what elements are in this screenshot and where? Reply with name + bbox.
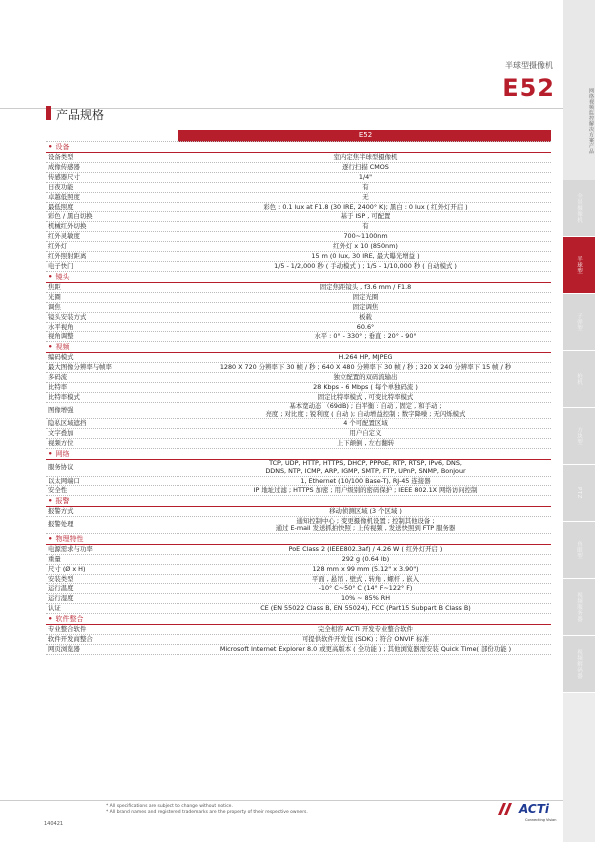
spec-label: 卓越低照度	[46, 192, 178, 202]
spec-label: 运行温度	[46, 584, 178, 594]
spec-value: PoE Class 2 (IEEE802.3af) / 4.26 W ( 红外灯开启 )	[288, 544, 443, 553]
spec-label: 最低照度	[46, 202, 178, 212]
spec-row	[46, 517, 551, 534]
footer-divider	[0, 800, 563, 801]
spec-value: DDNS, NTP, ICMP, ARP, IGMP, SMTP, FTP, UPnP, SNMP, Bonjour	[265, 466, 466, 475]
sidebar-section-tab[interactable]: 视频解码器	[563, 636, 595, 693]
spec-value: H.264 HP, MJPEG	[338, 353, 393, 362]
spec-value: 1/4"	[358, 172, 373, 181]
sidebar-section-tab[interactable]: 视频服务器	[563, 579, 595, 636]
spec-value-cell	[178, 353, 551, 363]
spec-label: 镜头安装方式	[46, 312, 178, 322]
spec-value-cell	[178, 212, 551, 222]
spec-value-cell	[178, 486, 551, 496]
spec-value: 4 个可配置区域	[343, 419, 388, 428]
sidebar-section-tab[interactable]: 全景摄像机	[563, 180, 595, 237]
spec-row	[46, 594, 551, 604]
spec-row	[46, 363, 551, 373]
spec-value: 1, Ethernet (10/100 Base-T), RJ-45 连接器	[300, 476, 431, 485]
spec-row	[46, 242, 551, 252]
spec-label: 运行湿度	[46, 594, 178, 604]
spec-value: 固定调焦	[352, 302, 379, 311]
spec-value: 1280 X 720 分辨率下 30 帧 / 秒 ; 640 X 480 分辨率下 30 帧 / 秒 ; 320 X 240 分辨率下 15 帧 / 秒	[219, 363, 512, 372]
spec-label: 安全性	[46, 486, 178, 496]
spec-row	[46, 507, 551, 517]
sidebar-section-tab[interactable]: 子弹型	[563, 294, 595, 351]
spec-row	[46, 282, 551, 292]
logo-wordmark: ACTi	[519, 802, 550, 816]
spec-value-cell	[178, 222, 551, 232]
spec-value-cell	[178, 153, 551, 163]
spec-row	[46, 222, 551, 232]
spec-value-cell	[178, 584, 551, 594]
document-number: 140421	[44, 821, 64, 827]
spec-row	[46, 419, 551, 429]
spec-label: 视频方位	[46, 439, 178, 449]
spec-label: 光圈	[46, 292, 178, 302]
spec-value: 红外灯 x 10 (850nm)	[333, 242, 398, 251]
spec-value: 上下颠倒 , 左右翻转	[336, 439, 395, 448]
spec-value: 固定焦距镜头 , f3.6 mm / F1.8	[319, 282, 412, 291]
spec-label: 水平视角	[46, 322, 178, 332]
bullet-icon: •	[48, 272, 53, 281]
spec-value-cell	[178, 292, 551, 302]
spec-value: 固定光圈	[352, 292, 379, 301]
spec-value-cell	[178, 252, 551, 262]
spec-label: 机械红外切换	[46, 222, 178, 232]
product-subtitle: 半球型摄像机	[505, 61, 553, 70]
spec-row	[46, 302, 551, 312]
spec-row	[46, 261, 551, 271]
spec-group-title: 软件整合	[55, 615, 84, 624]
spec-row	[46, 383, 551, 393]
section-title: 产品规格	[56, 108, 105, 122]
spec-label: 传感器尺寸	[46, 172, 178, 182]
spec-value: 用户自定义	[349, 429, 382, 438]
spec-group-title: 物理特性	[55, 534, 84, 543]
spec-value-cell	[178, 312, 551, 322]
spec-row	[46, 153, 551, 163]
spec-value-cell	[178, 363, 551, 373]
sidebar-section-tab[interactable]: 半球型	[563, 237, 595, 294]
spec-value: 室内定焦半球型摄像机	[333, 153, 398, 161]
spec-value-cell	[178, 182, 551, 192]
spec-value: 亮度 ; 对比度 ; 锐利度 ( 自动 ); 自动增益控制 ; 数字降噪 ; 无闪烁模式	[265, 409, 466, 418]
spec-row	[46, 554, 551, 564]
spec-value-cell	[178, 392, 551, 402]
spec-value: 10% ~ 85% RH	[340, 594, 391, 603]
spec-value: Microsoft Internet Explorer 8.0 或更高版本 ( 全功能 ) ; 其他浏览器需安装 Quick Time( 部份功能 )	[219, 644, 512, 653]
spec-label: 成像传感器	[46, 162, 178, 172]
spec-group-title: 网络	[55, 450, 70, 459]
spec-value: 彩色 : 0.1 lux at F1.8 (30 IRE, 2400° K); 黑白 : 0 lux ( 红外灯开启 )	[263, 202, 468, 211]
spec-label: 专业整合软件	[46, 625, 178, 635]
spec-value-cell	[178, 476, 551, 486]
spec-row	[46, 322, 551, 332]
spec-row	[46, 544, 551, 554]
spec-label: 彩色 / 黑白切换	[46, 212, 178, 222]
spec-value: 移动侦测区域 (3 个区域 )	[329, 507, 402, 516]
spec-value: 板载	[359, 312, 372, 321]
spec-label: 网页浏览器	[46, 644, 178, 654]
bullet-icon: •	[48, 343, 53, 352]
footer-note: * All specifications are subject to change without notice.	[106, 804, 233, 809]
spec-value-cell	[178, 232, 551, 242]
spec-group-header	[46, 271, 551, 282]
spec-value: 通过 E-mail 发送抓拍快照 ; 上传视频 , 发送快照到 FTP 服务器	[275, 524, 456, 533]
spec-value-cell	[178, 242, 551, 252]
spec-value: 15 m (0 lux, 30 IRE, 最大曝光增益 )	[311, 252, 420, 261]
spec-label: 以太网端口	[46, 476, 178, 486]
spec-value: 逐行扫描 CMOS	[342, 162, 389, 171]
spec-group-header	[46, 342, 551, 353]
spec-label: 图像增强	[46, 402, 178, 419]
spec-label: 认证	[46, 604, 178, 614]
spec-value-cell	[178, 419, 551, 429]
spec-label: 电子快门	[46, 261, 178, 271]
spec-value: 无	[362, 192, 369, 201]
spec-row	[46, 172, 551, 182]
spec-value-cell	[178, 625, 551, 635]
spec-table-header	[46, 130, 551, 142]
spec-value-cell	[178, 373, 551, 383]
spec-label: 红外灵敏度	[46, 232, 178, 242]
spec-row	[46, 332, 551, 342]
spec-value: 60.6°	[356, 322, 375, 331]
spec-value: 700~1100nm	[343, 232, 388, 241]
bullet-icon: •	[48, 143, 53, 151]
spec-label: 视角调整	[46, 332, 178, 342]
footer-notes	[106, 804, 308, 816]
spec-label: 调焦	[46, 302, 178, 312]
spec-value: 完全相容 ACTi 开发专业整合软件	[318, 625, 413, 634]
spec-label: 红外灯	[46, 242, 178, 252]
acti-logo-icon	[496, 802, 516, 816]
spec-value-cell	[178, 635, 551, 645]
bullet-icon: •	[48, 534, 53, 543]
spec-label: 比特率	[46, 383, 178, 393]
spec-row	[46, 635, 551, 645]
spec-row	[46, 292, 551, 302]
spec-row	[46, 162, 551, 172]
spec-row	[46, 476, 551, 486]
spec-value-cell	[178, 429, 551, 439]
sidebar-section-tab[interactable]: PTZ	[563, 465, 595, 522]
spec-row	[46, 252, 551, 262]
sidebar-section-tab[interactable]: 方块型	[563, 408, 595, 465]
spec-value-cell	[178, 302, 551, 312]
spec-label: 最大图像分辨率与帧率	[46, 363, 178, 373]
spec-value: IP 地址过滤 ; HTTPS 加密 ; 用户级别的密码保护 ; IEEE 802.1X 网络访问控制	[253, 486, 478, 495]
spec-row	[46, 182, 551, 192]
spec-row	[46, 460, 551, 477]
spec-label: 比特率模式	[46, 392, 178, 402]
bullet-icon: •	[48, 497, 53, 506]
spec-value: 28 Kbps - 6 Mbps ( 每个单独码流 )	[313, 383, 418, 392]
spec-row	[46, 584, 551, 594]
spec-value-cell	[178, 202, 551, 212]
spec-label: 安装类型	[46, 574, 178, 584]
spec-row	[46, 574, 551, 584]
spec-label: 电源需求与功率	[46, 544, 178, 554]
spec-value: 有	[362, 222, 369, 231]
spec-row	[46, 202, 551, 212]
spec-value: 固定比特率模式 , 可变比特率模式	[317, 392, 414, 401]
spec-row	[46, 373, 551, 383]
spec-value: 平面 , 悬吊 , 壁式 , 转角 , 螺杆 , 嵌入	[311, 574, 420, 583]
spec-value-cell	[178, 507, 551, 517]
spec-value-cell	[178, 517, 551, 534]
side-navigation	[563, 0, 595, 842]
section-marker	[46, 106, 51, 120]
spec-value-cell	[178, 554, 551, 564]
spec-value-cell	[178, 564, 551, 574]
spec-label: 报警处理	[46, 517, 178, 534]
side-category-label: 网络视频监控解决方案产品	[563, 0, 595, 180]
spec-label: 尺寸 (Ø x H)	[46, 564, 178, 574]
spec-label: 焦距	[46, 282, 178, 292]
spec-row	[46, 402, 551, 419]
spec-value: 可提供软件开发包 (SDK) ; 符合 ONVIF 标准	[302, 635, 429, 644]
spec-row	[46, 429, 551, 439]
spec-label: 重量	[46, 554, 178, 564]
spec-row	[46, 625, 551, 635]
model-number: E52	[502, 74, 555, 102]
logo-tagline: Connecting Vision	[525, 818, 557, 822]
sidebar-section-tab[interactable]: 枪机	[563, 351, 595, 408]
spec-value-cell	[178, 439, 551, 449]
spec-value-cell	[178, 594, 551, 604]
spec-value-cell	[178, 332, 551, 342]
spec-label: 文字叠加	[46, 429, 178, 439]
spec-group-title: 镜头	[55, 272, 70, 281]
spec-group-title: 视频	[55, 343, 70, 352]
spec-value-cell	[178, 322, 551, 332]
spec-label: 红外照射距离	[46, 252, 178, 262]
spec-value: 292 g (0.64 lb)	[341, 554, 390, 563]
spec-value-cell	[178, 162, 551, 172]
spec-label: 设备类型	[46, 153, 178, 163]
column-head-model: E52	[178, 130, 551, 142]
footer-note: * All brand names and registered trademarks are the property of their respective owners.	[106, 810, 308, 815]
spec-value: 通知控制中心 ; 变更摄像机设置 ; 控制其他设备 ;	[296, 516, 435, 525]
spec-label: 隐私区域遮挡	[46, 419, 178, 429]
spec-label: 编码模式	[46, 353, 178, 363]
spec-row	[46, 192, 551, 202]
spec-value: TCP, UDP, HTTP, HTTPS, DHCP, PPPoE, RTP, RTSP, IPv6, DNS,	[269, 459, 462, 468]
spec-row	[46, 353, 551, 363]
bullet-icon: •	[48, 450, 53, 459]
spec-row	[46, 486, 551, 496]
spec-row	[46, 604, 551, 614]
spec-value-cell	[178, 261, 551, 271]
spec-value: 水平 : 0° - 330° ; 垂直 : 20° - 90°	[314, 332, 417, 341]
spec-label: 多码流	[46, 373, 178, 383]
spec-row	[46, 392, 551, 402]
spec-group-header	[46, 142, 551, 153]
spec-value: 基本宽动态 （69dB) ; 白平衡 : 自动 , 固定 , 和手动 ;	[289, 402, 442, 411]
spec-row	[46, 232, 551, 242]
spec-row	[46, 312, 551, 322]
spec-group-title: 报警	[55, 497, 70, 506]
spec-table	[46, 130, 551, 655]
spec-group-header	[46, 533, 551, 544]
spec-value: 独立配置的双码流输出	[333, 373, 398, 382]
spec-row	[46, 644, 551, 654]
bullet-icon: •	[48, 615, 53, 624]
spec-value: 基于 ISP , 可配置	[340, 212, 391, 221]
spec-label: 服务协议	[46, 460, 178, 477]
spec-row	[46, 564, 551, 574]
spec-value-cell	[178, 460, 551, 477]
spec-label: 报警方式	[46, 507, 178, 517]
spec-value-cell	[178, 192, 551, 202]
spec-label: 软件开发商整合	[46, 635, 178, 645]
spec-value-cell	[178, 574, 551, 584]
spec-value-cell	[178, 604, 551, 614]
spec-value-cell	[178, 644, 551, 654]
spec-value: -10° C~50° C (14° F~122° F)	[318, 584, 413, 593]
spec-value-cell	[178, 544, 551, 554]
spec-value: 128 mm x 99 mm (5.12" x 3.90")	[312, 564, 419, 573]
spec-value: 有	[362, 182, 369, 191]
acti-logo	[496, 802, 549, 816]
spec-group-header	[46, 496, 551, 507]
spec-value-cell	[178, 402, 551, 419]
spec-group-title: 设备	[55, 143, 70, 151]
spec-value-cell	[178, 282, 551, 292]
spec-value-cell	[178, 172, 551, 182]
spec-row	[46, 439, 551, 449]
spec-value: CE (EN 55022 Class B, EN 55024), FCC (Part15 Subpart B Class B)	[260, 604, 471, 613]
spec-value: 1/5 - 1/2,000 秒 ( 手动模式 ) ; 1/5 - 1/10,000 秒 ( 自动模式 )	[274, 261, 457, 270]
spec-row	[46, 212, 551, 222]
spec-group-header	[46, 614, 551, 625]
spec-label: 日夜功能	[46, 182, 178, 192]
sidebar-section-tab[interactable]: 鱼眼型	[563, 522, 595, 579]
spec-group-header	[46, 449, 551, 460]
spec-value-cell	[178, 383, 551, 393]
